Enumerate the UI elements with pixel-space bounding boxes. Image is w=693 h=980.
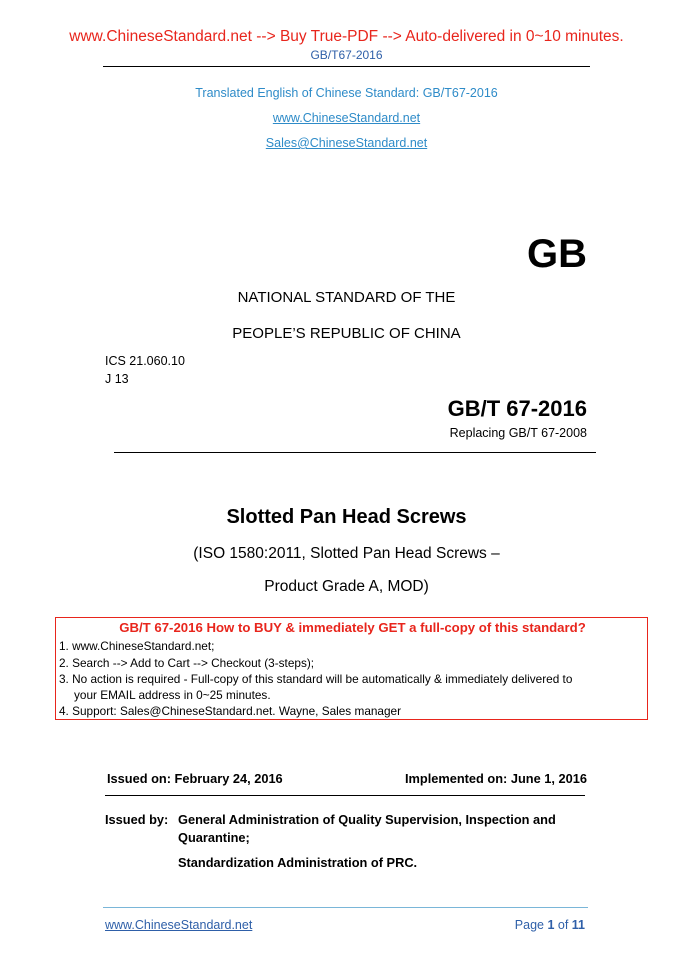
header-rule [103, 66, 590, 67]
footer-rule [103, 907, 588, 908]
buy-box [55, 617, 648, 720]
issued-by-label: Issued by: [105, 812, 169, 827]
page-prefix: Page [514, 918, 548, 932]
page-current: 1 [547, 918, 555, 932]
ics-code: ICS 21.060.10 [105, 354, 185, 368]
standard-number: GB/T 67-2016 [447, 396, 587, 421]
issuer-line1: General Administration of Quality Supervision, Inspection and [178, 812, 556, 827]
document-title: Slotted Pan Head Screws [226, 506, 467, 528]
cover-rule [114, 452, 596, 453]
issuer-line2: Quarantine; [178, 830, 250, 845]
dates-rule [105, 795, 585, 796]
issuer-line3: Standardization Administration of PRC. [178, 855, 418, 870]
buy-box-item: 2. Search --> Add to Cart --> Checkout (3-steps); [59, 656, 315, 670]
ccs-code: J 13 [105, 372, 129, 386]
national-standard-line1: NATIONAL STANDARD OF THE [237, 289, 456, 306]
buy-box-item: 3. No action is required - Full-copy of this standard will be automatically & immediately delivered to [59, 672, 573, 686]
replacing-note: Replacing GB/T 67-2008 [449, 426, 587, 440]
footer-site-link[interactable]: www.ChineseStandard.net [105, 918, 253, 932]
translated-line: Translated English of Chinese Standard: GB/T67-2016 [195, 86, 498, 100]
page-total: 11 [571, 918, 585, 932]
site-link-row [0, 111, 693, 125]
sales-email-link[interactable]: Sales@ChineseStandard.net [265, 136, 428, 150]
page-indicator [515, 918, 585, 932]
buy-box-heading: GB/T 67-2016 How to BUY & immediately GET a full-copy of this standard? [119, 620, 586, 635]
buy-box-item: 4. Support: Sales@ChineseStandard.net. Wayne, Sales manager [59, 704, 402, 718]
buy-box-item-continued: your EMAIL address in 0~25 minutes. [74, 688, 271, 702]
page-separator: of [554, 918, 572, 932]
subtitle-line1: (ISO 1580:2011, Slotted Pan Head Screws – [193, 545, 500, 562]
sales-link-row [0, 136, 693, 150]
gb-mark: GB [527, 232, 587, 276]
buy-box-item: 1. www.ChineseStandard.net; [59, 639, 215, 653]
issued-date: Issued on: February 24, 2016 [107, 771, 283, 786]
national-standard-line2: PEOPLE’S REPUBLIC OF CHINA [232, 325, 461, 342]
top-banner: www.ChineseStandard.net --> Buy True-PDF --> Auto-delivered in 0~10 minutes. [69, 28, 624, 45]
subtitle-line2: Product Grade A, MOD) [264, 578, 429, 595]
header-doc-code: GB/T67-2016 [310, 48, 383, 62]
implemented-date: Implemented on: June 1, 2016 [404, 771, 587, 786]
site-link[interactable]: www.ChineseStandard.net [272, 111, 421, 125]
